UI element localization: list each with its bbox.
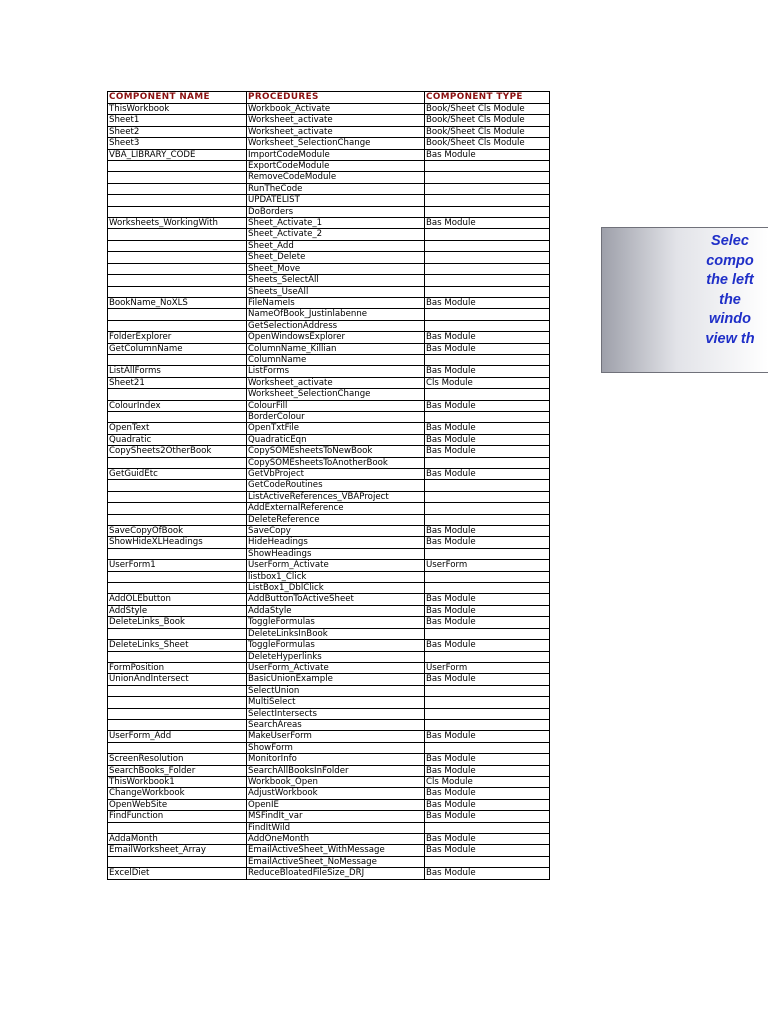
cell-procedure[interactable]: ColourFill (247, 400, 425, 411)
table-row (108, 731, 550, 742)
cell-component-type[interactable] (425, 651, 550, 662)
table-row (108, 651, 550, 662)
cell-component-name[interactable]: ColourIndex (108, 400, 247, 411)
cell-procedure[interactable]: ReduceBloatedFileSize_DRJ (247, 868, 425, 879)
cell-procedure[interactable]: Worksheet_activate (247, 115, 425, 126)
cell-procedure[interactable]: EmailActiveSheet_WithMessage (247, 845, 425, 856)
cell-component-name[interactable]: FormPosition (108, 662, 247, 673)
table-row (108, 548, 550, 559)
table-row (108, 457, 550, 468)
table-row (108, 377, 550, 388)
cell-component-name[interactable] (108, 389, 247, 400)
cell-component-type[interactable]: UserForm (425, 560, 550, 571)
table-row (108, 183, 550, 194)
cell-component-type[interactable]: Cls Module (425, 377, 550, 388)
cell-component-type[interactable]: Bas Module (425, 469, 550, 480)
cell-component-type[interactable]: Bas Module (425, 754, 550, 765)
note-line: the (719, 291, 741, 308)
cell-procedure[interactable]: ListForms (247, 366, 425, 377)
table-row (108, 583, 550, 594)
cell-component-type[interactable] (425, 263, 550, 274)
cell-procedure[interactable]: MonitorInfo (247, 754, 425, 765)
cell-component-type[interactable]: Book/Sheet Cls Module (425, 126, 550, 137)
cell-component-name[interactable]: ThisWorkbook1 (108, 776, 247, 787)
table-row (108, 218, 550, 229)
table-row (108, 423, 550, 434)
table-body (108, 104, 550, 880)
cell-component-type[interactable]: Bas Module (425, 434, 550, 445)
cell-procedure[interactable]: ToggleFormulas (247, 617, 425, 628)
cell-procedure[interactable]: QuadraticEqn (247, 434, 425, 445)
cell-procedure[interactable]: ShowForm (247, 742, 425, 753)
cell-component-type[interactable] (425, 161, 550, 172)
cell-component-type[interactable]: Bas Module (425, 605, 550, 616)
cell-component-name[interactable]: OpenWebSite (108, 799, 247, 810)
table-row (108, 719, 550, 730)
cell-procedure[interactable]: ListBox1_DblClick (247, 583, 425, 594)
cell-component-name[interactable]: UnionAndIntersect (108, 674, 247, 685)
cell-component-name[interactable]: SaveCopyOfBook (108, 526, 247, 537)
cell-component-name[interactable]: OpenText (108, 423, 247, 434)
cell-component-type[interactable] (425, 856, 550, 867)
cell-procedure[interactable]: UserForm_Activate (247, 560, 425, 571)
cell-component-type[interactable] (425, 172, 550, 183)
cell-procedure[interactable]: ListActiveReferences_VBAProject (247, 491, 425, 502)
table-row (108, 172, 550, 183)
cell-procedure[interactable]: BorderColour (247, 411, 425, 422)
table-row (108, 434, 550, 445)
cell-procedure[interactable]: OpenWindowsExplorer (247, 332, 425, 343)
table-row (108, 834, 550, 845)
cell-procedure[interactable]: OpenIE (247, 799, 425, 810)
cell-component-type[interactable]: Bas Module (425, 526, 550, 537)
cell-component-type[interactable] (425, 822, 550, 833)
cell-component-name[interactable] (108, 697, 247, 708)
cell-component-type[interactable] (425, 206, 550, 217)
cell-component-name[interactable] (108, 457, 247, 468)
table-row (108, 411, 550, 422)
table-row (108, 754, 550, 765)
cell-component-name[interactable]: Quadratic (108, 434, 247, 445)
cell-component-type[interactable]: Bas Module (425, 537, 550, 548)
table-row (108, 526, 550, 537)
cell-component-name[interactable]: DeleteLinks_Book (108, 617, 247, 628)
cell-component-type[interactable]: Bas Module (425, 594, 550, 605)
cell-component-name[interactable] (108, 411, 247, 422)
cell-component-type[interactable]: Cls Module (425, 776, 550, 787)
cell-component-name[interactable] (108, 719, 247, 730)
cell-procedure[interactable]: MSFindIt_var (247, 811, 425, 822)
cell-component-name[interactable]: Worksheets_WorkingWith (108, 218, 247, 229)
cell-component-name[interactable] (108, 240, 247, 251)
cell-component-type[interactable] (425, 354, 550, 365)
table-row (108, 491, 550, 502)
cell-component-name[interactable] (108, 206, 247, 217)
cell-procedure[interactable]: SelectUnion (247, 685, 425, 696)
cell-component-type[interactable]: Bas Module (425, 423, 550, 434)
cell-component-type[interactable] (425, 571, 550, 582)
cell-procedure[interactable]: GetVbProject (247, 469, 425, 480)
cell-component-name[interactable]: ExcelDiet (108, 868, 247, 879)
cell-procedure[interactable]: CopySOMEsheetsToAnotherBook (247, 457, 425, 468)
cell-component-name[interactable]: Sheet3 (108, 138, 247, 149)
cell-component-name[interactable] (108, 628, 247, 639)
note-line: windo (709, 311, 751, 328)
cell-component-type[interactable] (425, 503, 550, 514)
table-row (108, 195, 550, 206)
table-row (108, 788, 550, 799)
cell-component-name[interactable]: Sheet2 (108, 126, 247, 137)
cell-procedure[interactable]: DeleteReference (247, 514, 425, 525)
cell-procedure[interactable]: Sheet_Add (247, 240, 425, 251)
cell-component-name[interactable]: EmailWorksheet_Array (108, 845, 247, 856)
table-row (108, 366, 550, 377)
cell-component-name[interactable]: ScreenResolution (108, 754, 247, 765)
table-row (108, 617, 550, 628)
cell-component-type[interactable]: Bas Module (425, 799, 550, 810)
cell-component-type[interactable] (425, 275, 550, 286)
cell-component-name[interactable] (108, 263, 247, 274)
cell-procedure[interactable]: MultiSelect (247, 697, 425, 708)
cell-component-type[interactable] (425, 708, 550, 719)
cell-component-type[interactable]: Bas Module (425, 617, 550, 628)
cell-procedure[interactable]: ColumnName_Killian (247, 343, 425, 354)
cell-procedure[interactable]: BasicUnionExample (247, 674, 425, 685)
table-row (108, 206, 550, 217)
cell-component-type[interactable]: Book/Sheet Cls Module (425, 115, 550, 126)
cell-component-name[interactable] (108, 548, 247, 559)
table-row (108, 286, 550, 297)
cell-component-name[interactable]: AddaMonth (108, 834, 247, 845)
table-row (108, 263, 550, 274)
cell-component-name[interactable] (108, 354, 247, 365)
instruction-note-box (601, 227, 768, 373)
cell-component-type[interactable]: UserForm (425, 662, 550, 673)
cell-component-name[interactable]: DeleteLinks_Sheet (108, 640, 247, 651)
cell-component-name[interactable] (108, 503, 247, 514)
cell-component-name[interactable]: GetGuidEtc (108, 469, 247, 480)
table-row (108, 594, 550, 605)
cell-procedure[interactable]: Sheet_Move (247, 263, 425, 274)
table-row (108, 149, 550, 160)
table-row (108, 252, 550, 263)
table-row (108, 662, 550, 673)
cell-component-type[interactable] (425, 195, 550, 206)
cell-component-type[interactable]: Bas Module (425, 674, 550, 685)
note-line: the left (706, 272, 754, 289)
cell-component-type[interactable] (425, 742, 550, 753)
cell-component-name[interactable]: UserForm_Add (108, 731, 247, 742)
cell-component-type[interactable] (425, 411, 550, 422)
cell-procedure[interactable]: EmailActiveSheet_NoMessage (247, 856, 425, 867)
table-row (108, 297, 550, 308)
cell-component-name[interactable] (108, 229, 247, 240)
note-line: view th (705, 330, 755, 347)
cell-procedure[interactable]: AddExternalReference (247, 503, 425, 514)
cell-procedure[interactable]: OpenTxtFile (247, 423, 425, 434)
cell-component-type[interactable]: Book/Sheet Cls Module (425, 138, 550, 149)
cell-procedure[interactable]: Sheet_Activate_1 (247, 218, 425, 229)
cell-component-name[interactable] (108, 514, 247, 525)
header-row (108, 92, 550, 104)
cell-component-type[interactable] (425, 628, 550, 639)
cell-component-type[interactable] (425, 548, 550, 559)
cell-component-type[interactable] (425, 229, 550, 240)
table-row (108, 697, 550, 708)
table-row (108, 571, 550, 582)
cell-component-type[interactable] (425, 685, 550, 696)
cell-component-name[interactable]: UserForm1 (108, 560, 247, 571)
cell-component-name[interactable]: Sheet21 (108, 377, 247, 388)
table-row (108, 389, 550, 400)
table-row (108, 605, 550, 616)
cell-component-type[interactable]: Bas Module (425, 811, 550, 822)
table-row (108, 560, 550, 571)
cell-component-type[interactable]: Bas Module (425, 149, 550, 160)
cell-procedure[interactable]: ImportCodeModule (247, 149, 425, 160)
table-row (108, 628, 550, 639)
table-row (108, 742, 550, 753)
instruction-note-text (605, 232, 768, 350)
cell-component-name[interactable] (108, 651, 247, 662)
cell-component-type[interactable] (425, 457, 550, 468)
cell-component-type[interactable]: Bas Module (425, 366, 550, 377)
cell-component-type[interactable]: Bas Module (425, 446, 550, 457)
cell-procedure[interactable]: FindItWild (247, 822, 425, 833)
table-row (108, 868, 550, 879)
cell-component-type[interactable] (425, 240, 550, 251)
table-row (108, 480, 550, 491)
header-component-name[interactable]: COMPONENT NAME (108, 92, 247, 104)
table-row (108, 320, 550, 331)
cell-component-name[interactable] (108, 161, 247, 172)
cell-component-type[interactable] (425, 286, 550, 297)
cell-procedure[interactable]: ColumnName (247, 354, 425, 365)
cell-procedure[interactable]: listbox1_Click (247, 571, 425, 582)
table-row (108, 845, 550, 856)
cell-component-name[interactable] (108, 286, 247, 297)
cell-procedure[interactable]: MakeUserForm (247, 731, 425, 742)
table-row (108, 765, 550, 776)
cell-component-type[interactable] (425, 514, 550, 525)
cell-component-name[interactable] (108, 275, 247, 286)
table-row (108, 354, 550, 365)
cell-procedure[interactable]: DeleteLinksInBook (247, 628, 425, 639)
table-row (108, 856, 550, 867)
cell-component-name[interactable]: FolderExplorer (108, 332, 247, 343)
note-line: Selec (711, 233, 749, 249)
table-row (108, 674, 550, 685)
cell-component-name[interactable]: SearchBooks_Folder (108, 765, 247, 776)
table-row (108, 400, 550, 411)
table-row (108, 332, 550, 343)
cell-procedure[interactable]: ShowHeadings (247, 548, 425, 559)
header-procedures[interactable]: PROCEDURES (247, 92, 425, 104)
cell-component-name[interactable] (108, 183, 247, 194)
cell-component-type[interactable]: Bas Module (425, 834, 550, 845)
cell-component-name[interactable]: VBA_LIBRARY_CODE (108, 149, 247, 160)
cell-procedure[interactable]: UserForm_Activate (247, 662, 425, 673)
cell-procedure[interactable]: ExportCodeModule (247, 161, 425, 172)
table-row (108, 115, 550, 126)
cell-component-name[interactable] (108, 309, 247, 320)
cell-procedure[interactable]: UPDATELIST (247, 195, 425, 206)
cell-component-name[interactable] (108, 252, 247, 263)
cell-component-type[interactable]: Bas Module (425, 788, 550, 799)
cell-procedure[interactable]: FileNameIs (247, 297, 425, 308)
cell-component-type[interactable]: Bas Module (425, 218, 550, 229)
cell-component-type[interactable] (425, 491, 550, 502)
cell-component-type[interactable]: Bas Module (425, 343, 550, 354)
table-row (108, 503, 550, 514)
cell-procedure[interactable]: NameOfBook_Justinlabenne (247, 309, 425, 320)
cell-component-name[interactable]: ThisWorkbook (108, 104, 247, 115)
cell-component-name[interactable] (108, 320, 247, 331)
table-row (108, 343, 550, 354)
cell-component-type[interactable]: Bas Module (425, 332, 550, 343)
cell-procedure[interactable]: RemoveCodeModule (247, 172, 425, 183)
cell-component-type[interactable]: Bas Module (425, 731, 550, 742)
cell-component-name[interactable] (108, 685, 247, 696)
cell-component-name[interactable]: ListAllForms (108, 366, 247, 377)
cell-component-type[interactable] (425, 719, 550, 730)
cell-procedure[interactable]: DeleteHyperlinks (247, 651, 425, 662)
cell-component-type[interactable] (425, 320, 550, 331)
cell-procedure[interactable]: AdjustWorkbook (247, 788, 425, 799)
cell-procedure[interactable]: AddaStyle (247, 605, 425, 616)
cell-component-name[interactable] (108, 708, 247, 719)
cell-procedure[interactable]: Sheets_SelectAll (247, 275, 425, 286)
cell-procedure[interactable]: RunTheCode (247, 183, 425, 194)
cell-component-type[interactable]: Bas Module (425, 868, 550, 879)
cell-component-type[interactable]: Book/Sheet Cls Module (425, 104, 550, 115)
table-row (108, 811, 550, 822)
cell-component-name[interactable]: GetColumnName (108, 343, 247, 354)
cell-component-type[interactable] (425, 480, 550, 491)
table-row (108, 685, 550, 696)
table-row (108, 514, 550, 525)
table-row (108, 104, 550, 115)
table-row (108, 822, 550, 833)
cell-component-type[interactable]: Bas Module (425, 400, 550, 411)
cell-procedure[interactable]: Worksheet_activate (247, 377, 425, 388)
cell-procedure[interactable]: Sheet_Activate_2 (247, 229, 425, 240)
table-row (108, 240, 550, 251)
cell-component-type[interactable] (425, 252, 550, 263)
table-row (108, 138, 550, 149)
table-row (108, 309, 550, 320)
header-component-type[interactable]: COMPONENT TYPE (425, 92, 550, 104)
cell-component-type[interactable] (425, 309, 550, 320)
cell-component-name[interactable]: ShowHideXLHeadings (108, 537, 247, 548)
cell-procedure[interactable]: SelectIntersects (247, 708, 425, 719)
component-table (107, 91, 550, 880)
table-row (108, 469, 550, 480)
cell-procedure[interactable]: GetSelectionAddress (247, 320, 425, 331)
cell-procedure[interactable]: CopySOMEsheetsToNewBook (247, 446, 425, 457)
table-row (108, 708, 550, 719)
cell-procedure[interactable]: SearchAllBooksInFolder (247, 765, 425, 776)
cell-component-type[interactable] (425, 389, 550, 400)
note-line: compo (706, 252, 754, 269)
cell-component-name[interactable] (108, 195, 247, 206)
cell-procedure[interactable]: Workbook_Open (247, 776, 425, 787)
cell-component-name[interactable] (108, 571, 247, 582)
cell-component-type[interactable]: Bas Module (425, 640, 550, 651)
cell-component-type[interactable]: Bas Module (425, 845, 550, 856)
cell-component-name[interactable] (108, 583, 247, 594)
cell-procedure[interactable]: DoBorders (247, 206, 425, 217)
cell-procedure[interactable]: Sheets_UseAll (247, 286, 425, 297)
cell-component-type[interactable] (425, 583, 550, 594)
cell-component-name[interactable]: Sheet1 (108, 115, 247, 126)
table-row (108, 275, 550, 286)
cell-procedure[interactable]: GetCodeRoutines (247, 480, 425, 491)
cell-procedure[interactable]: ToggleFormulas (247, 640, 425, 651)
table-row (108, 776, 550, 787)
cell-procedure[interactable]: Worksheet_SelectionChange (247, 138, 425, 149)
cell-procedure[interactable]: SaveCopy (247, 526, 425, 537)
table-row (108, 799, 550, 810)
cell-component-type[interactable]: Bas Module (425, 297, 550, 308)
cell-component-name[interactable] (108, 742, 247, 753)
cell-component-name[interactable]: AddOLEbutton (108, 594, 247, 605)
cell-component-type[interactable] (425, 697, 550, 708)
cell-procedure[interactable]: Sheet_Delete (247, 252, 425, 263)
cell-component-type[interactable] (425, 183, 550, 194)
cell-procedure[interactable]: Worksheet_SelectionChange (247, 389, 425, 400)
cell-procedure[interactable]: Worksheet_activate (247, 126, 425, 137)
table-row (108, 537, 550, 548)
cell-component-name[interactable]: ChangeWorkbook (108, 788, 247, 799)
cell-component-name[interactable] (108, 172, 247, 183)
cell-procedure[interactable]: HideHeadings (247, 537, 425, 548)
table-row (108, 229, 550, 240)
cell-component-name[interactable] (108, 480, 247, 491)
cell-procedure[interactable]: SearchAreas (247, 719, 425, 730)
cell-component-name[interactable] (108, 856, 247, 867)
cell-component-name[interactable]: AddStyle (108, 605, 247, 616)
cell-component-name[interactable] (108, 491, 247, 502)
cell-component-name[interactable]: CopySheets2OtherBook (108, 446, 247, 457)
cell-component-type[interactable]: Bas Module (425, 765, 550, 776)
table-row (108, 640, 550, 651)
cell-procedure[interactable]: AddButtonToActiveSheet (247, 594, 425, 605)
cell-procedure[interactable]: Workbook_Activate (247, 104, 425, 115)
cell-component-name[interactable] (108, 822, 247, 833)
table-row (108, 446, 550, 457)
cell-procedure[interactable]: AddOneMonth (247, 834, 425, 845)
cell-component-name[interactable]: BookName_NoXLS (108, 297, 247, 308)
cell-component-name[interactable]: FindFunction (108, 811, 247, 822)
table-row (108, 126, 550, 137)
table-row (108, 161, 550, 172)
